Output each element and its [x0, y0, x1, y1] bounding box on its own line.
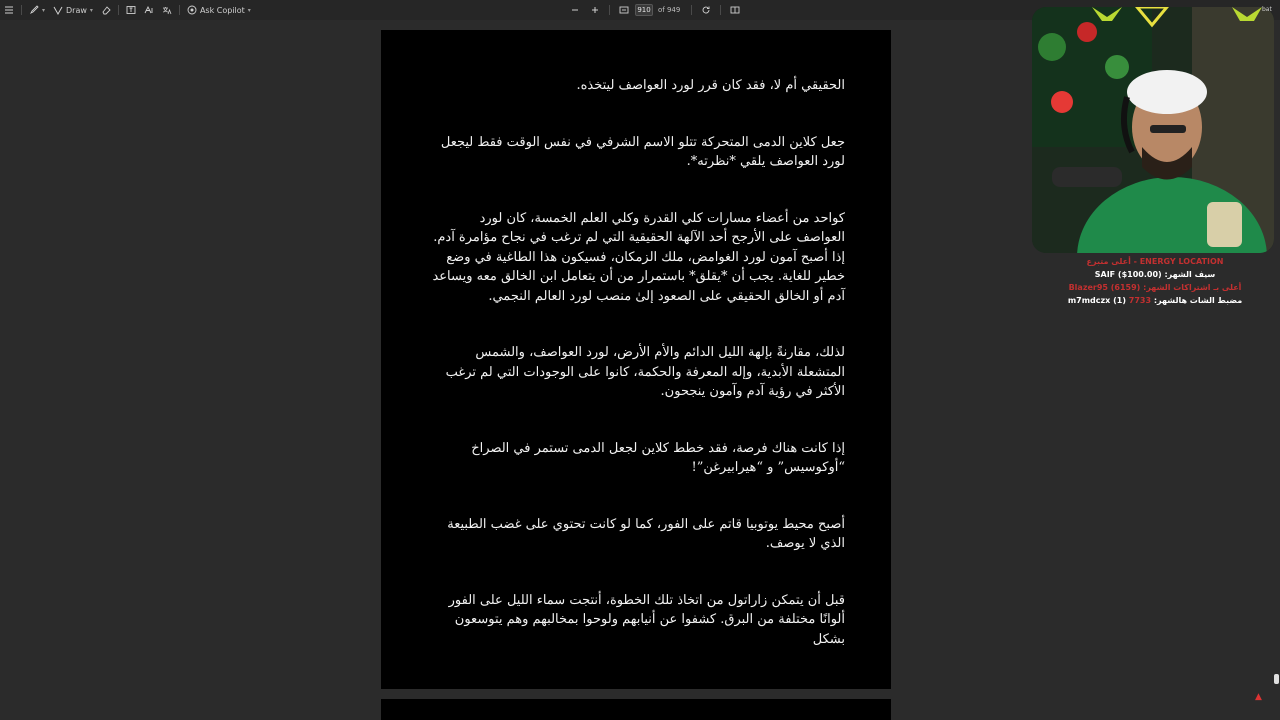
next-document-page [381, 699, 891, 720]
rotate-icon [701, 5, 711, 15]
plus-icon [590, 5, 600, 15]
read-aloud-button[interactable] [140, 0, 158, 20]
chevron-down-icon: ▾ [89, 6, 93, 14]
translate-button[interactable] [158, 0, 176, 20]
copilot-icon [187, 5, 197, 15]
paragraph: جعل كلاين الدمى المتحركة تتلو الاسم الشرفي في نفس الوقت فقط ليجعل لورد العواصف يلقي *نظرته*. [440, 134, 845, 169]
paragraph: كواحد من أعضاء مسارات كلي القدرة وكلي العلم الخمسة، كان لورد العواصف على الأرجح أحد الآلهة الحقيقية التي لم ترغب في نجاح مؤامرة آدم. إذا أصبح آمون لورد الغوامض، ملك الزمكان، فسيكون هذا الطاغية في وضع خطير للغاية. يجب أن *يقلق* باستمرار من أن يتعامل ابن الخالق معه ويساعد آدم أو الخالق الحقيقي على الصعود إلىٰ منصب لورد العالم النجمي. [432, 210, 845, 304]
streamer-webcam-image [1032, 7, 1274, 253]
page-navigation [566, 0, 744, 20]
page-text [427, 76, 845, 686]
toolbar-divider [609, 5, 610, 15]
toolbar-divider [691, 5, 692, 15]
page-total: of 949 [658, 6, 681, 14]
minus-icon [570, 5, 580, 15]
paragraph: أصبح محيط يوتوبيا قاتم على الفور، كما لو كانت تحتوي على غضب الطبيعة الذي لا يوصف. [447, 516, 845, 551]
paragraph: لذلك، مقارنةً بإلهة الليل الدائم والأم الأرض، لورد العواصف، والشمس المتشعلة الأبدية، وإله المعرفة والحكمة، كانوا على الوجودات التي لم ترغب الأكثر في رؤية آدم وآمون ينجحون. [445, 345, 845, 399]
book-icon [730, 5, 740, 15]
paragraph: إذا كانت هناك فرصة، فقد خطط كلاين لجعل الدمى تستمر في الصراخ “أوكوسيس” و “هيرابيرغن”! [471, 440, 845, 475]
paragraph: قبل أن يتمكن زاراتول من اتخاذ تلك الخطوة، أنتجت سماء الليل على الفور ألوانًا مختلفة من البرق. كشفوا عن أنيابهم ولوحوا بمخالبهم وهم يتوسعون بشكل [448, 592, 845, 647]
rotate-button[interactable] [697, 0, 715, 20]
alert-chat-prefix: 7733 [1128, 296, 1152, 305]
fit-page-icon [619, 5, 629, 15]
highlight-button[interactable] [25, 0, 49, 20]
webcam-overlay [1032, 7, 1274, 253]
paragraph: الحقيقي أم لا، فقد كان قرر لورد العواصف ليتخذه. [576, 78, 845, 93]
toolbar-divider [118, 5, 119, 15]
pdf-icon: ▲ [1255, 692, 1262, 702]
fit-page-button[interactable] [615, 0, 633, 20]
stream-alerts [1060, 255, 1250, 307]
document-page [381, 30, 891, 689]
eraser-icon [101, 5, 111, 15]
stream-corner-label: bat [1262, 6, 1272, 13]
contents-button[interactable] [0, 0, 18, 20]
page-number-input[interactable]: 910 [635, 4, 653, 16]
ask-copilot-button[interactable] [183, 0, 255, 20]
text-box-icon [126, 5, 136, 15]
page-view-button[interactable] [726, 0, 744, 20]
toolbar-divider [720, 5, 721, 15]
erase-button[interactable] [97, 0, 115, 20]
pen-icon [53, 5, 63, 15]
draw-button[interactable] [49, 0, 97, 20]
zoom-out-button[interactable] [566, 0, 584, 20]
add-text-button[interactable] [122, 0, 140, 20]
scrollbar-thumb[interactable] [1274, 674, 1279, 684]
read-aloud-icon [144, 5, 154, 15]
ask-copilot-label: Ask Copilot [199, 5, 245, 15]
list-icon [4, 5, 14, 15]
alert-chat-text: مضبط الشات هالشهر: m7mdczx (1) [1067, 296, 1243, 305]
chevron-down-icon: ▾ [42, 6, 46, 14]
alert-top-donor: ENERGY LOCATION - أعلى متبرع [1086, 257, 1224, 266]
highlighter-icon [29, 5, 39, 15]
alert-chat [1060, 294, 1250, 307]
translate-icon [162, 5, 172, 15]
chevron-down-icon: ▾ [247, 6, 251, 14]
zoom-in-button[interactable] [586, 0, 604, 20]
alert-month-donor: سيف الشهر: SAIF ($100.00) [1094, 270, 1216, 279]
alert-subs: أعلى بـ اشتراكات الشهر: Blazer95 (6159) [1068, 283, 1242, 292]
draw-label: Draw [66, 5, 87, 15]
toolbar-divider [21, 5, 22, 15]
toolbar-divider [179, 5, 180, 15]
